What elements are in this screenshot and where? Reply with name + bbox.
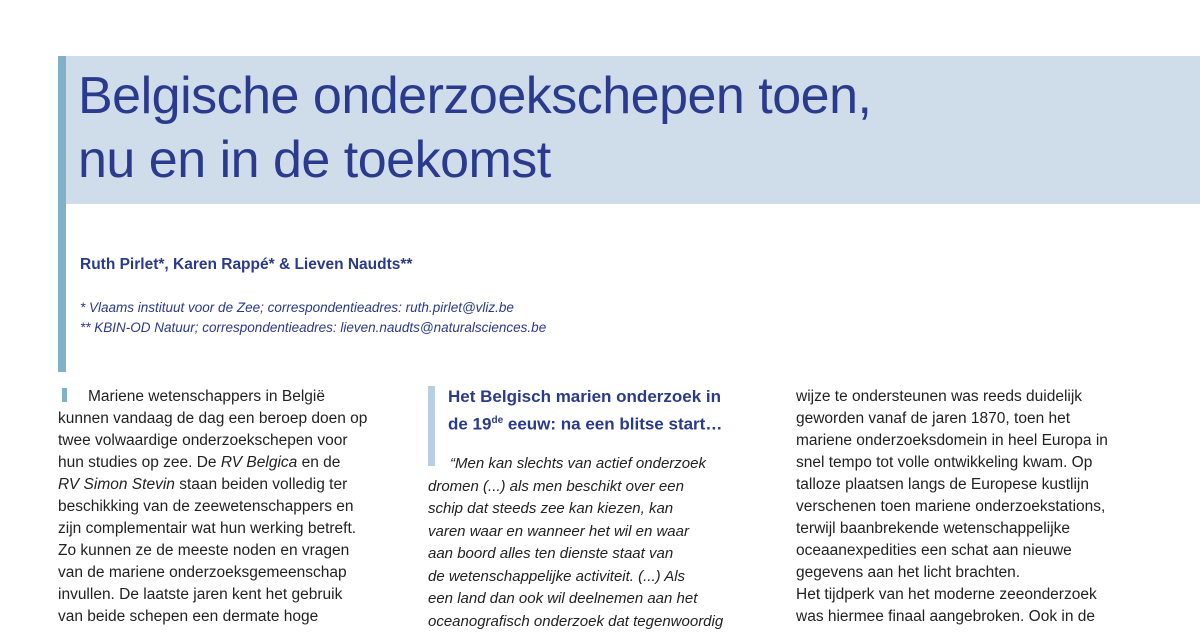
text-line: kunnen vandaag de dag een beroep doen op [58,408,388,430]
article-title [78,64,871,192]
body-column-1 [58,386,388,628]
text-fragment: en de [297,454,340,471]
accent-bar [58,56,66,372]
quote-line: dromen (...) als men beschikt over een [428,476,723,499]
text-line: snel tempo tot volle ontwikkeling kwam. Op [796,452,1156,474]
text-line: gegevens aan het licht brachten. [796,562,1156,584]
text-line: mariene onderzoeksdomein in heel Europa in [796,430,1156,452]
quote-line: aan boord alles ten dienste staat van [428,543,723,566]
text-line: invullen. De laatste jaren kent het gebruik [58,584,388,606]
text-line [58,474,388,496]
text-line: geworden vanaf de jaren 1870, toen het [796,408,1156,430]
text-line [58,452,388,474]
body-column-3 [796,386,1156,628]
text-line: Mariene wetenschappers in België [58,386,388,408]
affiliations [80,298,546,338]
affiliation-2: ** KBIN-OD Natuur; correspondentieadres: lieven.naudts@naturalsciences.be [80,318,546,338]
text-line: van beide schepen een dermate hoge [58,606,388,628]
affiliation-1: * Vlaams instituut voor de Zee; correspondentieadres: ruth.pirlet@vliz.be [80,298,546,318]
superscript: de [491,415,503,426]
text-line: Zo kunnen ze de meeste noden en vragen [58,540,388,562]
text-line: talloze plaatsen langs de Europese kustlijn [796,474,1156,496]
quote-line: “Men kan slechts van actief onderzoek [428,453,723,476]
subheading-line-2 [448,409,722,437]
text-line: Het tijdperk van het moderne zeeonderzoek [796,584,1156,606]
text-line: beschikking van de zeewetenschappers en [58,496,388,518]
author-list: Ruth Pirlet*, Karen Rappé* & Lieven Naudts** [80,256,412,274]
text-fragment: staan beiden volledig ter [175,476,347,493]
subheading-line-1: Het Belgisch marien onderzoek in [448,385,722,409]
text-fragment: eeuw: na een blitse start… [503,415,722,434]
text-line: terwijl baanbrekende wetenschappelijke [796,518,1156,540]
quote-line: schip dat steeds zee kan kiezen, kan [428,498,723,521]
text-line: van de mariene onderzoeksgemeenschap [58,562,388,584]
ship-name-belgica: RV Belgica [221,454,297,471]
text-line: verschenen toen mariene onderzoekstations, [796,496,1156,518]
text-fragment: de 19 [448,415,491,434]
quote-line: een land dan ook wil deelnemen aan het [428,588,723,611]
text-line: zijn complementair wat hun werking betreft. [58,518,388,540]
quote-block [428,453,723,633]
title-line-1: Belgische onderzoekschepen toen, [78,64,871,128]
title-line-2: nu en in de toekomst [78,128,871,192]
text-line: was hiermee finaal aangebroken. Ook in de [796,606,1156,628]
quote-line: varen waar en wanneer het wil en waar [428,521,723,544]
quote-line: oceanografisch onderzoek dat tegenwoordig [428,611,723,633]
text-line: wijze te ondersteunen was reeds duidelijk [796,386,1156,408]
quote-line: de wetenschappelijke activiteit. (...) Als [428,566,723,589]
text-line: twee volwaardige onderzoekschepen voor [58,430,388,452]
ship-name-simon-stevin: RV Simon Stevin [58,476,175,493]
text-line: oceaanexpedities een schat aan nieuwe [796,540,1156,562]
text-fragment: hun studies op zee. De [58,454,221,471]
section-subheading [448,385,722,437]
